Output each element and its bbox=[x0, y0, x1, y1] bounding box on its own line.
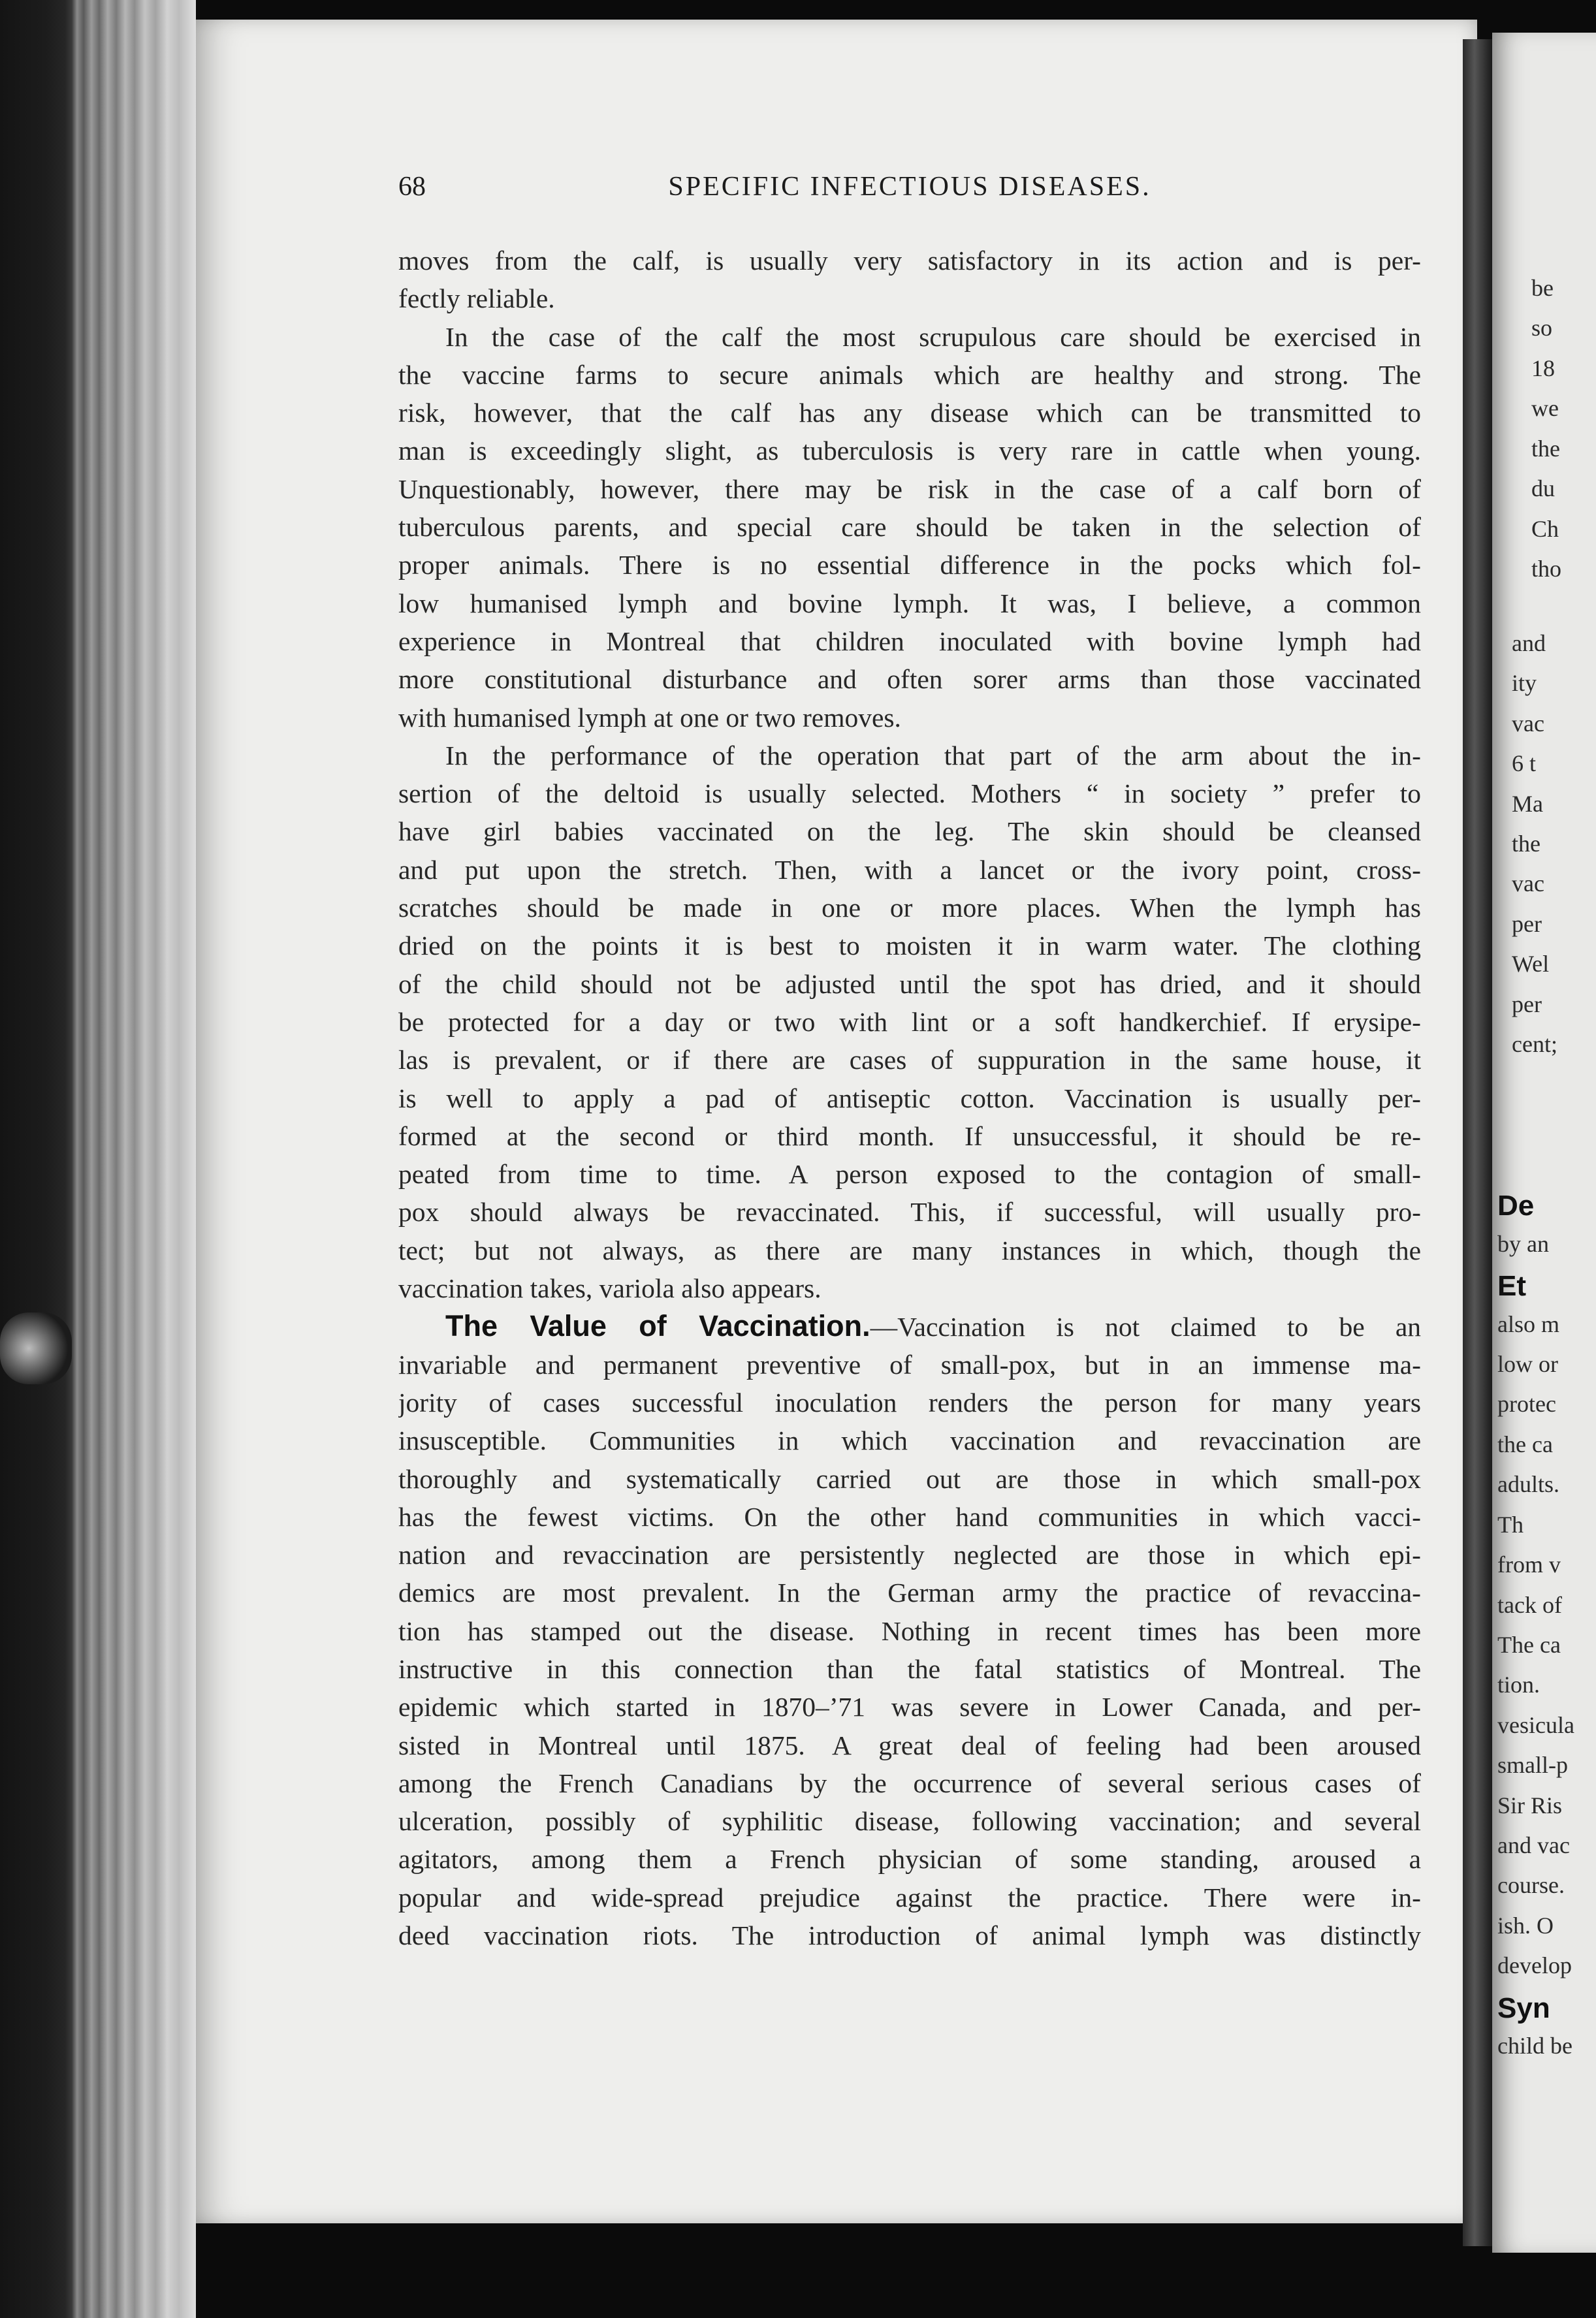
facing-page-fragment: per bbox=[1512, 991, 1542, 1017]
text-line bbox=[398, 774, 1421, 812]
line-text: of the child should not be adjusted until the spot has dried, and it should bbox=[398, 968, 1421, 999]
text-line bbox=[398, 1879, 1421, 1916]
text-line bbox=[398, 851, 1421, 889]
line-text: invariable and permanent preventive of small-pox, but in an immense ma- bbox=[398, 1349, 1421, 1380]
text-line bbox=[398, 1193, 1421, 1231]
line-text: popular and wide-spread prejudice against the practice. There were in- bbox=[398, 1882, 1421, 1913]
facing-page-fragment: small-p bbox=[1497, 1752, 1568, 1779]
text-line bbox=[398, 584, 1421, 622]
text-line bbox=[398, 1498, 1421, 1536]
text-line bbox=[398, 1536, 1421, 1574]
text-line bbox=[398, 508, 1421, 546]
text-line bbox=[398, 812, 1421, 850]
line-text: demics are most prevalent. In the German army the practice of revaccina- bbox=[398, 1578, 1421, 1608]
line-text: with humanised lymph at one or two removes. bbox=[398, 702, 901, 733]
line-text: In the case of the calf the most scrupulous care should be exercised in bbox=[445, 321, 1421, 352]
text-line bbox=[398, 1155, 1421, 1193]
line-text: the vaccine farms to secure animals which are healthy and strong. The bbox=[398, 359, 1421, 390]
facing-page-fragment: the bbox=[1512, 831, 1540, 857]
facing-page-fragment: be bbox=[1531, 275, 1554, 301]
facing-page-fragment: du bbox=[1531, 475, 1555, 502]
facing-page-fragment: Wel bbox=[1512, 951, 1550, 977]
facing-page-fragment: The ca bbox=[1497, 1631, 1561, 1658]
running-title: SPECIFIC INFECTIOUS DISEASES. bbox=[668, 172, 1151, 202]
text-line bbox=[398, 394, 1421, 432]
text-line bbox=[398, 927, 1421, 964]
line-text: tect; but not always, as there are many instances in which, though the bbox=[398, 1235, 1421, 1265]
facing-page-fragment: adults. bbox=[1497, 1471, 1559, 1498]
text-line bbox=[398, 737, 1421, 774]
facing-page-fragment: the bbox=[1531, 435, 1560, 462]
text-line bbox=[398, 1764, 1421, 1802]
text-line bbox=[398, 546, 1421, 584]
line-text: tion has stamped out the disease. Nothing in recent times has been more bbox=[398, 1615, 1421, 1646]
line-text: moves from the calf, is usually very satisfactory in its action and is per- bbox=[398, 246, 1421, 276]
facing-page-fragment: tho bbox=[1531, 555, 1562, 582]
text-line bbox=[398, 242, 1421, 279]
section-heading: The Value of Vaccination. bbox=[445, 1309, 870, 1343]
facing-page-fragment: 18 bbox=[1531, 355, 1555, 381]
facing-page-fragment: Th bbox=[1497, 1511, 1524, 1538]
text-line bbox=[398, 1003, 1421, 1041]
text-line bbox=[398, 1384, 1421, 1421]
line-text: In the performance of the operation that part of the arm about the in- bbox=[445, 740, 1421, 770]
text-line bbox=[398, 889, 1421, 927]
facing-page-fragment: Ma bbox=[1512, 790, 1543, 817]
line-text: low humanised lymph and bovine lymph. It was, I believe, a common bbox=[398, 588, 1421, 618]
line-text: has the fewest victims. On the other hand communities in which vacci- bbox=[398, 1501, 1421, 1532]
line-text: risk, however, that the calf has any disease which can be transmitted to bbox=[398, 398, 1421, 428]
facing-page-fragment: Syn bbox=[1497, 1992, 1550, 2024]
facing-page-fragment: the ca bbox=[1497, 1431, 1553, 1457]
body-text bbox=[398, 242, 1421, 1954]
line-text: agitators, among them a French physician of some standing, aroused a bbox=[398, 1844, 1421, 1875]
line-text: jority of cases successful inoculation renders the person for many years bbox=[398, 1387, 1421, 1418]
facing-page-fragment: from v bbox=[1497, 1551, 1561, 1578]
running-head bbox=[398, 171, 1421, 210]
facing-page-fragment: develop bbox=[1497, 1952, 1572, 1979]
line-text: thoroughly and systematically carried out are those in which small-pox bbox=[398, 1463, 1421, 1494]
text-line bbox=[398, 1726, 1421, 1764]
line-text: insusceptible. Communities in which vaccination and revaccination are bbox=[398, 1425, 1421, 1456]
line-text: tuberculous parents, and special care should be taken in the selection of bbox=[398, 512, 1421, 543]
section-heading-line bbox=[398, 1307, 1421, 1345]
text-line bbox=[398, 1460, 1421, 1498]
text-line bbox=[398, 622, 1421, 660]
facing-page-fragment: tion. bbox=[1497, 1672, 1540, 1698]
line-text: dried on the points it is best to moisten it in warm water. The clothing bbox=[398, 930, 1421, 961]
facing-page-fragment: and vac bbox=[1497, 1832, 1570, 1859]
text-line bbox=[398, 1802, 1421, 1840]
text-line bbox=[398, 356, 1421, 394]
text-line bbox=[398, 1688, 1421, 1726]
line-text: formed at the second or third month. If unsuccessful, it should be re- bbox=[398, 1120, 1421, 1151]
facing-page-fragment: by an bbox=[1497, 1230, 1549, 1257]
text-line bbox=[398, 1346, 1421, 1384]
text-line bbox=[398, 699, 1421, 737]
facing-page-fragment: ity bbox=[1512, 670, 1537, 697]
text-line bbox=[398, 1117, 1421, 1155]
line-text: experience in Montreal that children inoculated with bovine lymph had bbox=[398, 626, 1421, 656]
text-line bbox=[398, 1231, 1421, 1269]
line-text: is well to apply a pad of antiseptic cotton. Vaccination is usually per- bbox=[398, 1083, 1421, 1113]
line-text: be protected for a day or two with lint or a soft handkerchief. If erysipe- bbox=[398, 1006, 1421, 1037]
book-binding bbox=[0, 0, 196, 2318]
text-line bbox=[398, 1269, 1421, 1307]
text-line bbox=[398, 1840, 1421, 1878]
text-line bbox=[398, 470, 1421, 508]
text-line bbox=[398, 318, 1421, 356]
line-text: sertion of the deltoid is usually selected. Mothers “ in society ” prefer to bbox=[398, 778, 1421, 809]
line-text: sisted in Montreal until 1875. A great deal of feeling had been aroused bbox=[398, 1730, 1421, 1760]
text-line bbox=[398, 660, 1421, 698]
facing-page-fragment: vac bbox=[1512, 710, 1544, 737]
facing-page-fragment: tack of bbox=[1497, 1591, 1562, 1618]
facing-page-fragment: also m bbox=[1497, 1310, 1559, 1337]
facing-page-fragment: De bbox=[1497, 1190, 1535, 1222]
text-line bbox=[398, 1574, 1421, 1611]
line-text: fectly reliable. bbox=[398, 283, 555, 314]
facing-page-fragment: low or bbox=[1497, 1350, 1558, 1377]
line-text: instructive in this connection than the fatal statistics of Montreal. The bbox=[398, 1653, 1421, 1684]
line-text: deed vaccination riots. The introduction of animal lymph was distinctly bbox=[398, 1920, 1421, 1951]
line-text: pox should always be revaccinated. This, if successful, will usually pro- bbox=[398, 1197, 1421, 1228]
facing-page-fragment: we bbox=[1531, 395, 1559, 422]
line-text: have girl babies vaccinated on the leg. The skin should be cleansed bbox=[398, 816, 1421, 847]
facing-page bbox=[1492, 33, 1596, 2253]
text-line bbox=[398, 1650, 1421, 1688]
facing-page-fragment: Et bbox=[1497, 1270, 1526, 1303]
line-text: scratches should be made in one or more places. When the lymph has bbox=[398, 893, 1421, 923]
page-edge-stack bbox=[1463, 39, 1492, 2246]
line-text: proper animals. There is no essential difference in the pocks which fol- bbox=[398, 550, 1421, 580]
facing-page-fragment: vac bbox=[1512, 870, 1544, 897]
line-text: Unquestionably, however, there may be risk in the case of a calf born of bbox=[398, 473, 1421, 504]
line-text: ulceration, possibly of syphilitic disease, following vaccination; and several bbox=[398, 1806, 1421, 1837]
line-text: epidemic which started in 1870–’71 was severe in Lower Canada, and per- bbox=[398, 1692, 1421, 1723]
text-line bbox=[398, 1041, 1421, 1079]
facing-page-fragment: child be bbox=[1497, 2033, 1572, 2059]
line-text: more constitutional disturbance and often sorer arms than those vaccinated bbox=[398, 664, 1421, 695]
text-line bbox=[398, 1612, 1421, 1650]
facing-page-fragment: ish. O bbox=[1497, 1912, 1554, 1939]
text-line bbox=[398, 432, 1421, 469]
facing-page-fragment: so bbox=[1531, 315, 1553, 341]
facing-page-fragment: protec bbox=[1497, 1391, 1556, 1418]
line-text: vaccination takes, variola also appears. bbox=[398, 1273, 822, 1304]
facing-page-fragment: cent; bbox=[1512, 1031, 1557, 1058]
line-text: las is prevalent, or if there are cases of suppuration in the same house, it bbox=[398, 1045, 1421, 1075]
facing-page-fragment: course. bbox=[1497, 1872, 1565, 1899]
line-text: —Vaccination is not claimed to be an bbox=[870, 1312, 1421, 1342]
text-line bbox=[398, 1079, 1421, 1117]
facing-page-fragment: per bbox=[1512, 910, 1542, 937]
page-number: 68 bbox=[398, 172, 426, 202]
scan-smudge bbox=[0, 1312, 72, 1384]
facing-page-fragment: 6 t bbox=[1512, 750, 1537, 777]
facing-page-fragment: vesicula bbox=[1497, 1711, 1574, 1738]
line-text: man is exceedingly slight, as tuberculosis is very rare in cattle when young. bbox=[398, 436, 1421, 466]
facing-page-fragment: and bbox=[1512, 629, 1546, 656]
line-text: nation and revaccination are persistently neglected are those in which epi- bbox=[398, 1540, 1421, 1570]
facing-page-fragment: Sir Ris bbox=[1497, 1792, 1563, 1818]
text-line bbox=[398, 1421, 1421, 1459]
text-line bbox=[398, 1916, 1421, 1954]
line-text: among the French Canadians by the occurrence of several serious cases of bbox=[398, 1768, 1421, 1798]
text-line bbox=[398, 279, 1421, 317]
line-text: peated from time to time. A person exposed to the contagion of small- bbox=[398, 1159, 1421, 1190]
facing-page-fragment: Ch bbox=[1531, 515, 1559, 542]
text-line bbox=[398, 965, 1421, 1003]
line-text: and put upon the stretch. Then, with a lancet or the ivory point, cross- bbox=[398, 854, 1421, 885]
